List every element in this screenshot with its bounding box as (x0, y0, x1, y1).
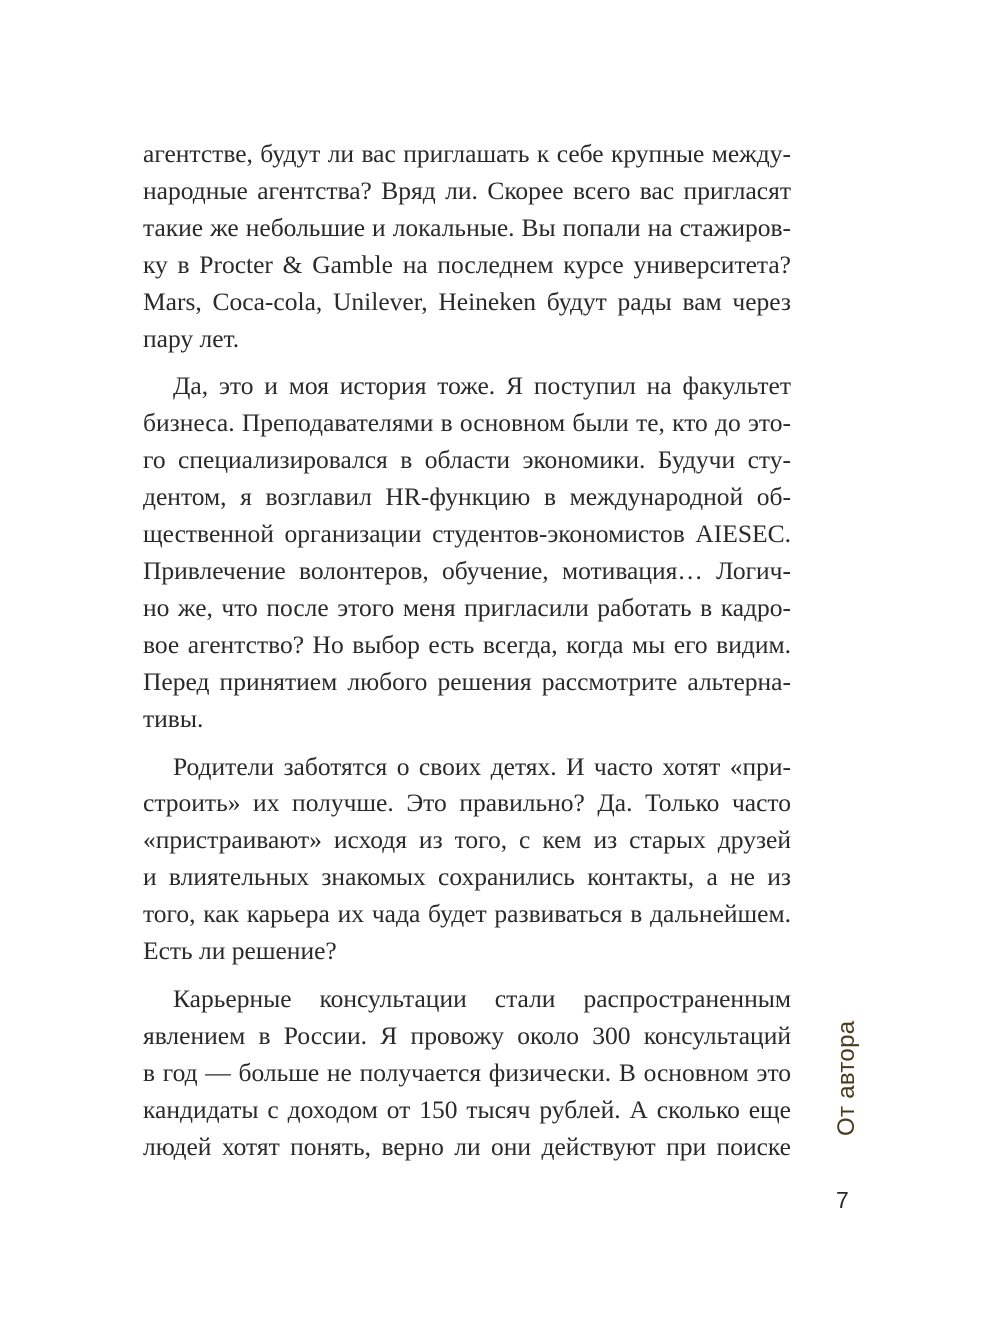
body-text (143, 136, 791, 1176)
text-line: го специализировался в области экономики. Будучи сту- (143, 445, 791, 475)
text-line: того, как карьера их чада будет развиваться в дальнейшем. (143, 899, 791, 929)
text-line: бизнеса. Преподавателями в основном были те, кто до это- (143, 408, 791, 438)
text-line: в год — больше не получается физически. В основном это (143, 1057, 791, 1087)
section-running-title: От автора (833, 1020, 860, 1136)
text-line: «пристраивают» исходя из того, с кем из старых друзей (143, 825, 791, 855)
text-line: тивы. (143, 703, 204, 733)
text-line: кандидаты с доходом от 150 тысяч рублей. А сколько еще (143, 1094, 791, 1124)
paragraph (143, 749, 791, 970)
text-line: и влиятельных знакомых сохранились контакты, а не из (143, 862, 791, 892)
text-line: такие же небольшие и локальные. Вы попали на стажиров- (143, 212, 791, 242)
text-line: но же, что после этого меня пригласили работать в кадро- (143, 592, 791, 622)
page-number: 7 (836, 1187, 849, 1213)
text-line: явлением в России. Я провожу около 300 консультаций (143, 1020, 791, 1050)
text-line: Родители заботятся о своих детях. И часто хотят «при- (173, 751, 791, 781)
paragraph (143, 981, 791, 1166)
text-line: Да, это и моя история тоже. Я поступил на факультет (173, 371, 791, 401)
paragraph (143, 368, 791, 737)
text-line: ку в Procter & Gamble на последнем курсе университета? (143, 249, 791, 279)
text-line: агентстве, будут ли вас приглашать к себе крупные между- (143, 139, 791, 168)
text-line: народные агентства? Вряд ли. Скорее всего вас пригласят (143, 175, 791, 205)
text-line: Mars, Coca-cola, Unilever, Heineken будут рады вам через (143, 286, 791, 316)
text-line: строить» их получше. Это правильно? Да. Только часто (143, 788, 791, 818)
text-line: Есть ли решение? (143, 936, 337, 966)
text-line: Привлечение волонтеров, обучение, мотивация… Логич- (143, 555, 791, 585)
text-line: Карьерные консультации стали распространенным (173, 983, 791, 1013)
text-line: щественной организации студентов-экономистов AIESEC. (143, 519, 791, 549)
paragraph (143, 136, 791, 357)
text-line: людей хотят понять, верно ли они действуют при поиске (143, 1131, 791, 1161)
text-line: дентом, я возглавил HR-функцию в международной об- (143, 482, 791, 512)
text-line: Перед принятием любого решения рассмотрите альтерна- (143, 666, 791, 696)
text-line: вое агентство? Но выбор есть всегда, когда мы его видим. (143, 629, 791, 659)
text-line: пару лет. (143, 323, 240, 353)
